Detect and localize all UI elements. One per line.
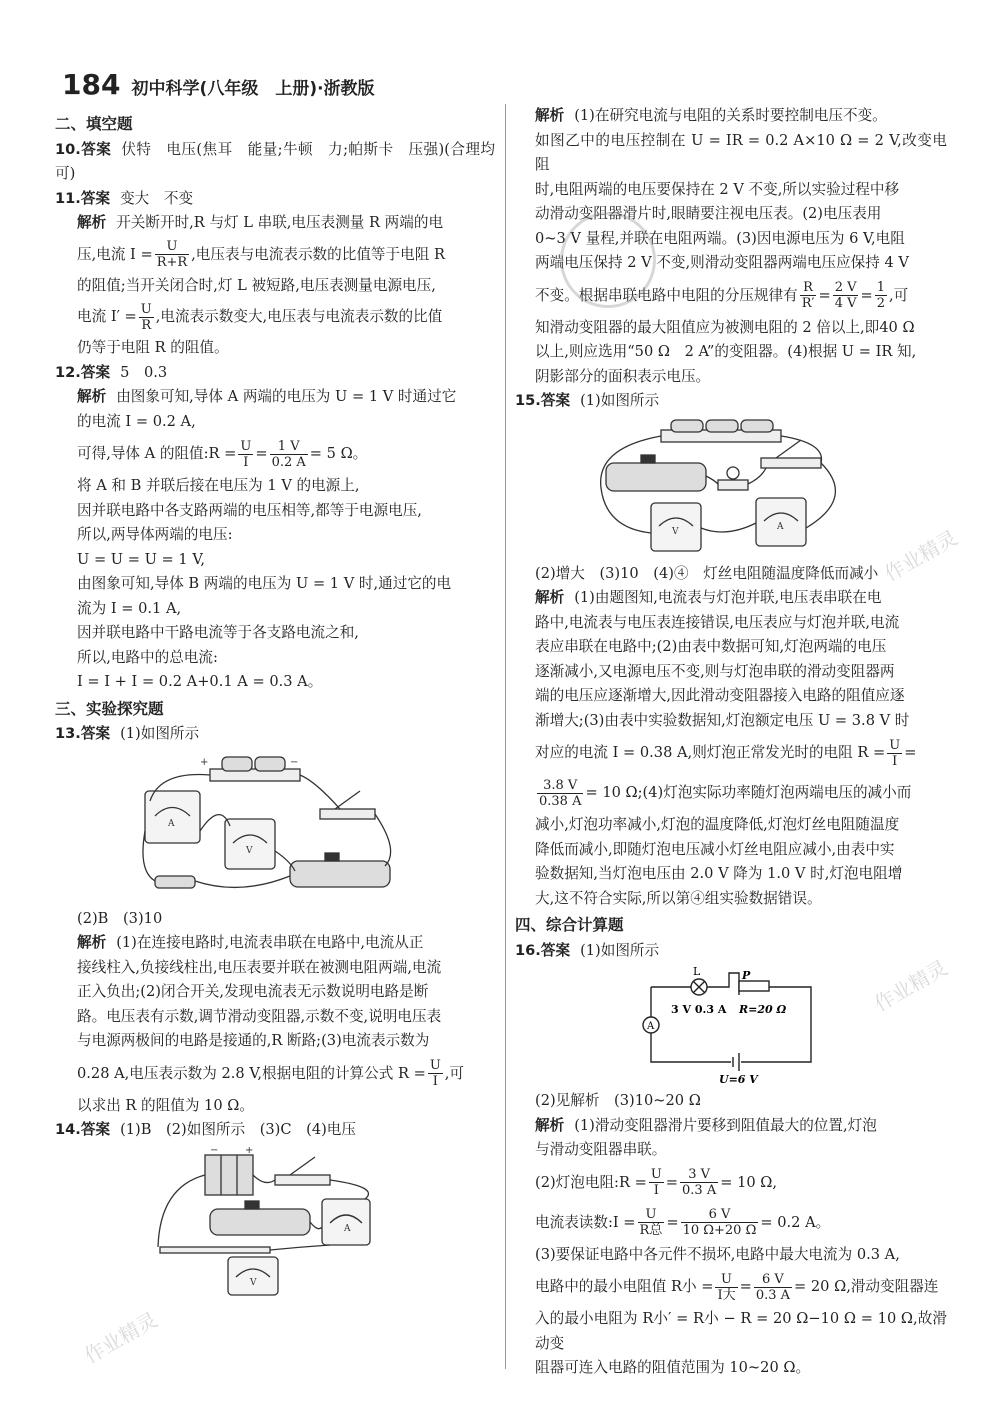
q13-circuit-figure <box>140 751 410 903</box>
svg-text:A: A <box>777 521 784 532</box>
q12-answer: 12.答案 5 0.3 <box>55 363 168 381</box>
q14-circuit-figure <box>150 1147 400 1297</box>
q14-analysis: 解析 (1)在研究电流与电阻的关系时要控制电压不变。 如图乙中的电压控制在 U = IR = 0.2 A×10 Ω = 2 V,改变电阻 时,电阻两端的电压要保持在 2 V 不变,所以实验过程中移 动滑动变阻器滑片时,眼睛要注视电压表。(2)电压表用 0~3 V 量程,并联在电阻两端。(3)因电源电压为 6 V,电阻 两端电压保持 2 V 不变,则滑动变阻器两端电压应保持 4 V 不变。根据串联电路中电阻的分压规律有 $\frac{R}{R'}$ = $\frac{2 V}{4 V}$ = $\frac{1}{2}$ ,可 知滑动变阻器的最大阻值应为被测电阻的 2 倍以上,即40 Ω 以上,则应选用“50 Ω 2 A”的变阻器。(4)根据 U = IR 知, 阴影部分的面积表示电压。 <box>535 107 947 385</box>
watermark-stamp <box>560 212 656 308</box>
lamp-spec: 3 V 0.3 A <box>671 1003 727 1016</box>
lamp-label: L <box>693 967 701 978</box>
svg-text:V: V <box>672 526 679 537</box>
watermark-1: 作业精灵 <box>80 1307 162 1369</box>
svg-text:V: V <box>246 845 253 856</box>
source-voltage: U=6 V <box>719 1073 758 1085</box>
q11-analysis: 解析 开关断开时,R 与灯 L 串联,电压表测量 R 两端的电 压,电流 I = $\frac{U}{R+R}$ ,电压表与电流表示数的比值等于电阻 R 的阻值;当开关闭合时,灯 L 被短路,电压表测量电源电压, 电流 I′ = $\frac{U}{R}$ ,电流表示数变大,电压表与电流表示数的比值 仍等于电阻 R 的阻值。 <box>77 214 445 356</box>
q16-analysis: 解析 (1)滑动变阻器滑片要移到阻值最大的位置,灯泡 与滑动变阻器串联。 (2)灯泡电阻:R = $\frac{U}{I}$ = $\frac{3 V}{0.3 A}$ = 10 Ω, 电流表读数:I = $\frac{U}{\text{R总}}$ = $\frac{6 V}{10 \Omega+20 \Omega}$ = 0.2 A。 (3)要保证电路中各元件不损坏,电路中最大电流为 0.3 A, 电路中的最小电阻值 R小 = $\frac{U}{\text{I大}}$ = $\frac{6 V}{0.3 A}$ = 20 Ω,滑动变阻器连 入的最小电阻为 R小′ = R小 − R = 20 Ω−10 Ω = 10 Ω,故滑动变 阻器可连入电路的阻值范围为 10~20 Ω。 <box>535 1116 947 1376</box>
ammeter-label: A <box>647 1021 655 1032</box>
svg-text:+: + <box>245 1146 254 1156</box>
q15-answer-2: (2)增大 (3)10 (4)④ 灯丝电阻随温度降低而减小 <box>535 564 879 582</box>
svg-text:V: V <box>250 1277 257 1288</box>
q15-analysis: 解析 (1)由题图知,电流表与灯泡并联,电压表串联在电 路中,电流表与电压表连接错误,电压表应与灯泡并联,电流 表应串联在电路中;(2)由表中数据可知,灯泡两端的电压 逐渐减小,又电源电压不变,则与灯泡串联的滑动变阻器两 端的电压应逐渐增大,因此滑动变阻器接入电路的阻值应逐 渐增大;(3)由表中实验数据知,灯泡额定电压 U = 3.8 V 时 对应的电流 I = 0.38 A,则灯泡正常发光时的电阻 R = $\frac{U}{I}$ = $\frac{3.8 V}{0.38 A}$ = 10 Ω;(4)灯泡实际功率随灯泡两端电压的减小而 减小,灯泡功率减小,灯泡的温度降低,灯泡灯丝电阻随温度 降低而减小,即随灯泡电压减小灯丝电阻应减小,由表中实 验数据知,当灯泡电压由 2.0 V 降为 1.0 V 时,灯泡电阻增 大,这不符合实际,所以第④组实验数据错误。 <box>535 589 917 907</box>
q11-answer: 11.答案 变大 不变 <box>55 189 194 207</box>
q15-answer: 15.答案 (1)如图所示 <box>515 392 660 409</box>
page-header <box>62 68 375 101</box>
column-divider <box>505 104 506 1369</box>
svg-text:−: − <box>210 1146 219 1156</box>
q10: 10.答案 伏特 电压(焦耳 能量;牛顿 力;帕斯卡 压强)(合理均可) <box>55 140 495 182</box>
svg-text:A: A <box>168 818 175 829</box>
rheostat-spec: R=20 Ω <box>739 1003 787 1016</box>
section-fill-blank: 二、填空题 <box>55 115 133 133</box>
q12-analysis: 解析 由图象可知,导体 A 两端的电压为 U = 1 V 时通过它 的电流 I = 0.2 A, 可得,导体 A 的阻值:R = $\frac{U}{I}$ = $\frac{1 V}{0.2 A}$ = 5 Ω。 将 A 和 B 并联后接在电压为 1 V 的电源上, 因并联电路中各支路两端的电压相等,都等于电源电压, 所以,两导体两端的电压: U = U = U = 1 V, 由图象可知,导体 B 两端的电压为 U = 1 V 时,通过它的电 流为 I = 0.1 A, 因并联电路中干路电流等于各支路电流之和, 所以,电路中的总电流: I = I + I = 0.2 A+0.1 A = 0.3 A。 <box>77 388 457 690</box>
section-experiment: 三、实验探究题 <box>55 699 164 718</box>
watermark-3: 作业精灵 <box>870 955 952 1017</box>
section-calculation: 四、综合计算题 <box>515 916 624 934</box>
slider-label: P <box>742 969 751 982</box>
q15-circuit-figure <box>586 418 876 558</box>
svg-text:+: + <box>200 756 209 768</box>
watermark-2: 作业精灵 <box>880 525 962 587</box>
q13-answer: 13.答案 (1)如图所示 <box>55 725 200 742</box>
q16-answer-2: (2)见解析 (3)10~20 Ω <box>535 1092 701 1109</box>
q13-analysis: 解析 (1)在连接电路时,电流表串联在电路中,电流从正 接线柱入,负接线柱出,电压表要并联在被测电阻两端,电流 正入负出;(2)闭合开关,发现电流表无示数说明电路是断 路。电压表有示数,调节滑动变阻器,示数不变,说明电压表 与电源两极间的电路是接通的,R 断路;(3)电流表示数为 0.28 A,电压表示数为 2.8 V,根据电阻的计算公式 R = $\frac{U}{I}$ ,可 以求出 R 的阻值为 10 Ω。 <box>77 934 465 1114</box>
left-column <box>55 110 495 1301</box>
q16-circuit-diagram <box>631 967 831 1085</box>
q13-answer-2: (2)B (3)10 <box>77 909 163 927</box>
q14-answer: 14.答案 (1)B (2)如图所示 (3)C (4)电压 <box>55 1121 356 1138</box>
q16-answer: 16.答案 (1)如图所示 <box>515 941 660 959</box>
svg-text:A: A <box>344 1223 351 1234</box>
svg-text:−: − <box>290 756 299 768</box>
page-number: 184 <box>62 68 121 101</box>
book-title: 初中科学(八年级 上册)·浙教版 <box>131 79 375 99</box>
